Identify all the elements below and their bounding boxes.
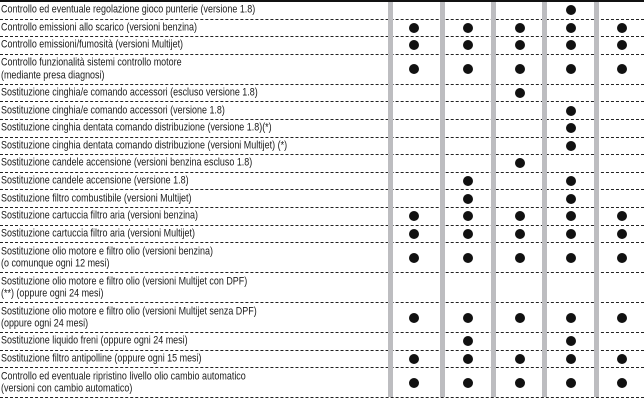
interval-cell <box>542 120 594 137</box>
scheduled-dot-icon <box>409 313 419 323</box>
table-row <box>0 333 644 351</box>
service-item-label <box>0 243 388 272</box>
interval-cell <box>440 243 491 272</box>
interval-cell <box>594 55 644 84</box>
service-item-text: Sostituzione cartuccia filtro aria (versioni benzina) <box>1 209 198 222</box>
table-row <box>0 138 644 156</box>
table-row <box>0 102 644 120</box>
service-item-label <box>0 351 388 368</box>
scheduled-dot-icon <box>463 64 473 74</box>
service-item-label <box>0 2 388 19</box>
interval-cell <box>388 208 440 225</box>
scheduled-dot-icon <box>566 336 576 346</box>
scheduled-dot-icon <box>566 176 576 186</box>
scheduled-dot-icon <box>566 64 576 74</box>
interval-cell <box>542 155 594 172</box>
scheduled-dot-icon <box>463 176 473 186</box>
interval-cell <box>440 37 491 54</box>
interval-cell <box>594 173 644 190</box>
table-row <box>0 273 644 303</box>
scheduled-dot-icon <box>617 354 627 364</box>
interval-cell <box>388 37 440 54</box>
scheduled-dot-icon <box>566 106 576 116</box>
interval-cell <box>440 208 491 225</box>
interval-cell <box>491 155 542 172</box>
interval-cell <box>440 20 491 37</box>
column-separator <box>388 2 393 397</box>
interval-cell <box>440 226 491 243</box>
scheduled-dot-icon <box>515 378 525 388</box>
interval-cell <box>491 226 542 243</box>
interval-cell <box>440 120 491 137</box>
scheduled-dot-icon <box>566 211 576 221</box>
service-item-text: Sostituzione candele accensione (versioni benzina escluso 1.8) <box>1 157 253 170</box>
interval-cell <box>594 208 644 225</box>
table-row <box>0 20 644 38</box>
interval-cell <box>542 273 594 302</box>
scheduled-dot-icon <box>463 194 473 204</box>
interval-cell <box>594 351 644 368</box>
interval-cell <box>388 273 440 302</box>
interval-cell <box>388 173 440 190</box>
interval-cell <box>542 243 594 272</box>
scheduled-dot-icon <box>515 211 525 221</box>
scheduled-dot-icon <box>566 40 576 50</box>
scheduled-dot-icon <box>515 253 525 263</box>
interval-cell <box>388 243 440 272</box>
scheduled-dot-icon <box>463 23 473 33</box>
interval-cell <box>542 226 594 243</box>
interval-cell <box>594 120 644 137</box>
scheduled-dot-icon <box>463 336 473 346</box>
service-item-label <box>0 55 388 84</box>
scheduled-dot-icon <box>409 64 419 74</box>
interval-cell <box>388 85 440 102</box>
scheduled-dot-icon <box>463 253 473 263</box>
column-separator <box>594 2 599 397</box>
scheduled-dot-icon <box>409 211 419 221</box>
service-item-text: Sostituzione filtro antipolline (oppure ogni 15 mesi) <box>1 352 202 365</box>
interval-cell <box>440 55 491 84</box>
table-row <box>0 55 644 85</box>
interval-cell <box>388 303 440 332</box>
interval-cell <box>594 273 644 302</box>
scheduled-dot-icon <box>617 64 627 74</box>
interval-cell <box>440 173 491 190</box>
scheduled-dot-icon <box>463 378 473 388</box>
service-item-text: Sostituzione olio motore e filtro olio (versioni Multijet senza DPF) (oppure ogni 24 mesi) <box>1 305 257 330</box>
service-item-label <box>0 155 388 172</box>
service-item-text: Sostituzione filtro combustibile (versioni Multijet) <box>1 192 192 205</box>
interval-cell <box>388 120 440 137</box>
table-row <box>0 351 644 369</box>
interval-cell <box>388 20 440 37</box>
scheduled-dot-icon <box>566 354 576 364</box>
interval-cell <box>542 37 594 54</box>
scheduled-dot-icon <box>409 40 419 50</box>
scheduled-dot-icon <box>617 253 627 263</box>
interval-cell <box>594 20 644 37</box>
scheduled-dot-icon <box>515 354 525 364</box>
interval-cell <box>491 273 542 302</box>
service-item-label <box>0 190 388 207</box>
interval-cell <box>491 120 542 137</box>
interval-cell <box>388 138 440 155</box>
table-row <box>0 190 644 208</box>
interval-cell <box>440 273 491 302</box>
service-item-label <box>0 303 388 332</box>
interval-cell <box>491 303 542 332</box>
interval-cell <box>491 208 542 225</box>
interval-cell <box>440 190 491 207</box>
scheduled-dot-icon <box>566 313 576 323</box>
interval-cell <box>542 102 594 119</box>
interval-cell <box>594 138 644 155</box>
scheduled-dot-icon <box>515 229 525 239</box>
column-separator <box>491 2 496 397</box>
service-item-label <box>0 120 388 137</box>
scheduled-dot-icon <box>409 229 419 239</box>
scheduled-dot-icon <box>566 5 576 15</box>
interval-cell <box>491 333 542 350</box>
interval-cell <box>542 138 594 155</box>
service-item-text: Controllo funzionalità sistemi controllo motore (mediante presa diagnosi) <box>1 56 182 82</box>
interval-cell <box>388 333 440 350</box>
service-item-text: Sostituzione cinghia dentata comando distribuzione (versioni Multijet) (*) <box>1 139 288 152</box>
interval-cell <box>491 85 542 102</box>
scheduled-dot-icon <box>463 40 473 50</box>
table-row <box>0 226 644 244</box>
scheduled-dot-icon <box>463 211 473 221</box>
service-item-label <box>0 226 388 243</box>
interval-cell <box>491 243 542 272</box>
interval-cell <box>440 2 491 19</box>
interval-cell <box>491 351 542 368</box>
scheduled-dot-icon <box>409 354 419 364</box>
scheduled-dot-icon <box>617 378 627 388</box>
interval-cell <box>594 303 644 332</box>
service-item-label <box>0 20 388 37</box>
interval-cell <box>388 351 440 368</box>
interval-cell <box>491 37 542 54</box>
service-item-label <box>0 368 388 397</box>
interval-cell <box>440 138 491 155</box>
interval-cell <box>440 303 491 332</box>
scheduled-dot-icon <box>617 313 627 323</box>
table-row <box>0 243 644 273</box>
interval-cell <box>542 208 594 225</box>
scheduled-dot-icon <box>566 123 576 133</box>
interval-cell <box>542 303 594 332</box>
service-item-label <box>0 333 388 350</box>
interval-cell <box>491 20 542 37</box>
service-item-text: Sostituzione cinghia/e comando accessori (versione 1.8) <box>1 104 225 117</box>
interval-cell <box>491 138 542 155</box>
table-row <box>0 155 644 173</box>
table-row <box>0 120 644 138</box>
interval-cell <box>542 2 594 19</box>
table-row <box>0 85 644 103</box>
table-row <box>0 37 644 55</box>
interval-cell <box>542 368 594 397</box>
scheduled-dot-icon <box>515 64 525 74</box>
scheduled-dot-icon <box>515 158 525 168</box>
service-item-label <box>0 273 388 302</box>
interval-cell <box>491 190 542 207</box>
interval-cell <box>542 20 594 37</box>
interval-cell <box>542 351 594 368</box>
interval-cell <box>542 190 594 207</box>
interval-cell <box>491 102 542 119</box>
service-item-text: Sostituzione cinghia dentata comando distribuzione (versione 1.8)(*) <box>1 121 272 134</box>
scheduled-dot-icon <box>566 194 576 204</box>
service-item-text: Sostituzione olio motore e filtro olio (versioni Multijet con DPF) (**) (oppure ogni 24 mesi) <box>1 275 248 300</box>
interval-cell <box>491 55 542 84</box>
interval-cell <box>388 226 440 243</box>
service-item-label <box>0 37 388 54</box>
scheduled-dot-icon <box>515 313 525 323</box>
service-item-text: Sostituzione cartuccia filtro aria (versioni Multijet) <box>1 227 195 240</box>
interval-cell <box>542 85 594 102</box>
interval-cell <box>440 85 491 102</box>
interval-cell <box>388 55 440 84</box>
interval-cell <box>440 155 491 172</box>
interval-cell <box>542 333 594 350</box>
scheduled-dot-icon <box>566 141 576 151</box>
interval-cell <box>594 37 644 54</box>
scheduled-dot-icon <box>566 23 576 33</box>
scheduled-dot-icon <box>515 23 525 33</box>
table-row <box>0 303 644 333</box>
scheduled-dot-icon <box>617 229 627 239</box>
service-item-text: Sostituzione candele accensione (versione 1.8) <box>1 174 189 187</box>
scheduled-dot-icon <box>463 313 473 323</box>
service-item-text: Sostituzione liquido freni (oppure ogni 24 mesi) <box>1 335 188 348</box>
interval-cell <box>388 368 440 397</box>
interval-cell <box>594 155 644 172</box>
scheduled-dot-icon <box>617 23 627 33</box>
interval-cell <box>594 243 644 272</box>
interval-cell <box>491 368 542 397</box>
service-item-text: Sostituzione cinghia/e comando accessori (escluso versione 1.8) <box>1 86 258 99</box>
interval-cell <box>491 2 542 19</box>
interval-cell <box>388 2 440 19</box>
service-item-text: Sostituzione olio motore e filtro olio (versioni benzina) (o comunque ogni 12 mesi) <box>1 245 213 270</box>
table-row <box>0 368 644 398</box>
scheduled-dot-icon <box>566 229 576 239</box>
service-item-label <box>0 85 388 102</box>
service-item-label <box>0 102 388 119</box>
interval-cell <box>594 333 644 350</box>
interval-cell <box>594 85 644 102</box>
column-separator <box>542 2 547 397</box>
interval-cell <box>440 368 491 397</box>
interval-cell <box>388 190 440 207</box>
interval-cell <box>542 173 594 190</box>
interval-cell <box>440 102 491 119</box>
interval-cell <box>388 155 440 172</box>
table-row <box>0 173 644 191</box>
service-item-text: Controllo ed eventuale ripristino livello olio cambio automatico (versioni con cambio automatico) <box>1 370 246 395</box>
interval-cell <box>594 226 644 243</box>
column-separator <box>440 2 445 397</box>
service-item-text: Controllo emissioni/fumosità (versioni Multijet) <box>1 39 184 52</box>
service-item-label <box>0 208 388 225</box>
interval-cell <box>594 2 644 19</box>
table-row <box>0 208 644 226</box>
scheduled-dot-icon <box>463 229 473 239</box>
interval-cell <box>440 333 491 350</box>
scheduled-dot-icon <box>409 23 419 33</box>
scheduled-dot-icon <box>617 40 627 50</box>
interval-cell <box>594 368 644 397</box>
service-item-text: Controllo ed eventuale regolazione gioco punterie (versione 1.8) <box>1 4 256 16</box>
service-item-label <box>0 138 388 155</box>
interval-cell <box>440 351 491 368</box>
scheduled-dot-icon <box>409 378 419 388</box>
interval-cell <box>388 102 440 119</box>
service-item-label <box>0 173 388 190</box>
scheduled-dot-icon <box>463 354 473 364</box>
scheduled-dot-icon <box>617 211 627 221</box>
scheduled-dot-icon <box>515 40 525 50</box>
interval-cell <box>491 173 542 190</box>
interval-cell <box>594 190 644 207</box>
interval-cell <box>594 102 644 119</box>
service-item-text: Controllo emissioni allo scarico (versioni benzina) <box>1 21 197 34</box>
scheduled-dot-icon <box>566 378 576 388</box>
scheduled-dot-icon <box>409 253 419 263</box>
table-row <box>0 2 644 20</box>
scheduled-dot-icon <box>515 88 525 98</box>
interval-cell <box>542 55 594 84</box>
scheduled-dot-icon <box>566 253 576 263</box>
